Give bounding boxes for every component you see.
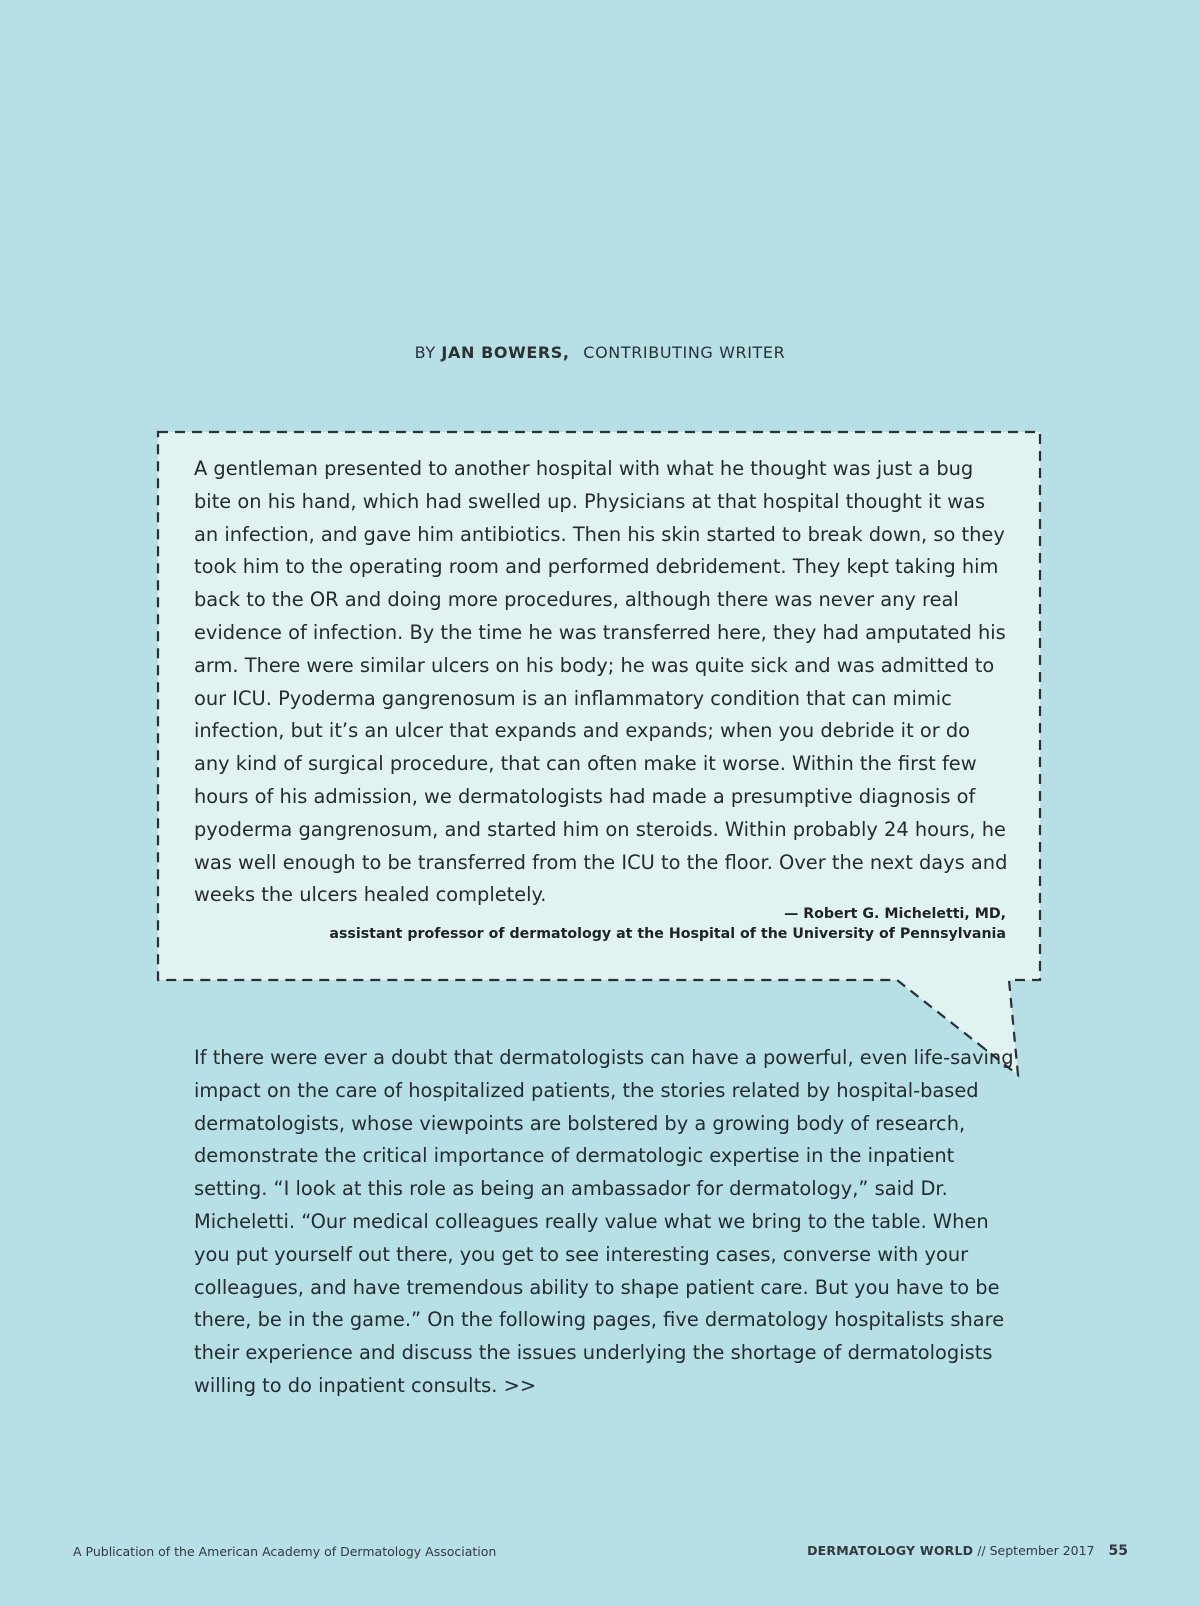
pull-quote-attribution [194, 904, 1006, 944]
byline-author: JAN BOWERS, [441, 343, 570, 362]
footer-magazine: DERMATOLOGY WORLD [807, 1543, 974, 1558]
pull-quote-text: A gentleman presented to another hospital with what he thought was just a bug bite on his hand, which had swelled up. Physicians at that hospital thought it was an infection, and gave him antibiotics. Then his skin started to break down, so they took him to the operating room and performed debridement. They kept taking him back to the OR and doing more procedures, although there was never any real evidence of infection. By the time he was transferred here, they had amputated his arm. There were similar ulcers on his body; he was quite sick and was admitted to our ICU. Pyoderma gangrenosum is an inflammatory condition that can mimic infection, but it’s an ulcer that expands and expands; when you debride it or do any kind of surgical procedure, that can often make it worse. Within the first few hours of his admission, we dermatologists had made a presumptive diagnosis of pyoderma gangrenosum, and started him on steroids. Within probably 24 hours, he was well enough to be transferred from the ICU to the floor. Over the next days and weeks the ulcers healed completely. [194, 457, 1008, 907]
footer-publisher: A Publication of the American Academy of Dermatology Association [73, 1544, 497, 1559]
footer-separator: // [973, 1543, 990, 1558]
article-body: If there were ever a doubt that dermatologists can have a powerful, even life-saving impact on the care of hospitalized patients, the stories related by hospital-based dermatologists, whose viewpoints are bolstered by a growing body of research, demonstrate the critical importance of dermatologic expertise in the inpatient setting. “I look at this role as being an ambassador for dermatology,” said Dr. Micheletti. “Our medical colleagues really value what we bring to the table. When you put yourself out there, you get to see interesting cases, converse with your colleagues, and have tremendous ability to shape patient care. But you have to be there, be in the game.” On the following pages, five dermatology hospitalists share their experience and discuss the issues underlying the shortage of dermatologists willing to do inpatient consults. >> [194, 1046, 1014, 1397]
footer-issue-info [807, 1543, 1128, 1559]
attribution-name: — Robert G. Micheletti, MD, [784, 906, 1006, 922]
attribution-title: assistant professor of dermatology at the Hospital of the University of Pennsylvania [329, 926, 1006, 942]
page-number: 55 [1108, 1543, 1128, 1559]
byline-role: CONTRIBUTING WRITER [583, 343, 786, 362]
footer-issue: September 2017 [989, 1543, 1095, 1558]
byline-prefix: BY [414, 343, 436, 362]
